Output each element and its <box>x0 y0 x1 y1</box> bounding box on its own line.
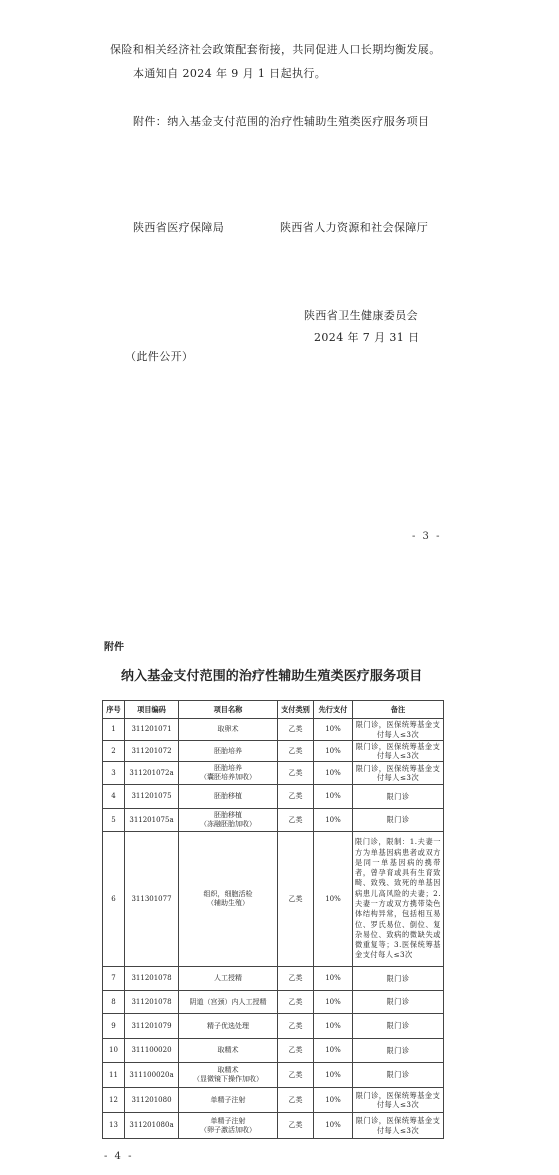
table-cell-no: 5 <box>103 809 125 832</box>
table-cell-name <box>179 832 278 967</box>
page-number: - 4 - <box>104 1151 134 1162</box>
table-cell-name-line: （辅助生殖） <box>207 899 249 907</box>
table-cell-name-line: 取精术 <box>217 1066 239 1074</box>
table-cell-remark: 限门诊 <box>353 1039 444 1063</box>
table-cell-code: 311201078 <box>125 967 179 991</box>
table-cell-name-line: 单精子注射 <box>210 1095 246 1104</box>
disclosure-note: （此件公开） <box>125 350 194 363</box>
issuer-health-commission: 陕西省卫生健康委员会 <box>304 309 418 322</box>
body-paragraph: 保险和相关经济社会政策配套衔接，共同促进人口长期均衡发展。 <box>110 43 441 56</box>
table-body <box>103 719 444 1139</box>
table-cell-no: 13 <box>103 1113 125 1139</box>
table-row <box>103 1039 444 1063</box>
table-cell-name-line: （卵子激活加收） <box>200 1125 256 1134</box>
table-cell-name <box>179 762 278 785</box>
table-cell-code: 311201078 <box>125 991 179 1014</box>
table-cell-remark: 限门诊 <box>353 1014 444 1039</box>
table-cell-name <box>179 1088 278 1113</box>
table-cell-no: 1 <box>103 719 125 741</box>
attachment-reference: 附件：纳入基金支付范围的治疗性辅助生殖类医疗服务项目 <box>133 115 430 128</box>
table-row <box>103 967 444 991</box>
table-cell-name-line: 单精子注射 <box>210 1116 246 1125</box>
table-cell-remark: 限门诊，医保统筹基金支付每人≤3次 <box>353 741 444 762</box>
table-cell-code: 311100020 <box>125 1039 179 1063</box>
table-cell-code: 311201072a <box>125 762 179 785</box>
table-cell-advance: 10% <box>314 1014 353 1039</box>
table-cell-advance: 10% <box>314 832 353 967</box>
table-cell-name <box>179 1014 278 1039</box>
table-row <box>103 785 444 809</box>
table-row <box>103 809 444 832</box>
table-cell-advance: 10% <box>314 741 353 762</box>
table-cell-name-line: （冻融胚胎加收） <box>200 820 256 828</box>
table-header-row <box>103 701 444 719</box>
table-row <box>103 1014 444 1039</box>
table-cell-no: 8 <box>103 991 125 1014</box>
table-cell-no: 11 <box>103 1063 125 1088</box>
table-cell-name-line: 阴道（宫颈）内人工授精 <box>189 997 267 1006</box>
table-cell-remark: 限门诊，医保统筹基金支付每人≤3次 <box>353 1088 444 1113</box>
table-row <box>103 1113 444 1139</box>
table-cell-name-line: 精子优选处理 <box>207 1021 249 1030</box>
header-remark: 备注 <box>353 701 444 719</box>
table-cell-name <box>179 1113 278 1139</box>
table-cell-name-line: （显微镜下操作加收） <box>193 1075 263 1083</box>
table-cell-no: 4 <box>103 785 125 809</box>
table-cell-code: 311201072 <box>125 741 179 762</box>
table-cell-name <box>179 967 278 991</box>
table-cell-code: 311201075 <box>125 785 179 809</box>
table-row <box>103 762 444 785</box>
table-cell-remark: 限门诊，医保统筹基金支付每人≤3次 <box>353 1113 444 1139</box>
table-cell-remark: 限门诊，医保统筹基金支付每人≤3次 <box>353 762 444 785</box>
table-cell-no: 3 <box>103 762 125 785</box>
table-cell-code: 311301077 <box>125 832 179 967</box>
table-cell-remark: 限门诊 <box>353 785 444 809</box>
table-cell-name-line: 胚胎培养 <box>214 764 242 772</box>
header-code: 项目编码 <box>125 701 179 719</box>
table-cell-advance: 10% <box>314 967 353 991</box>
table-cell-advance: 10% <box>314 991 353 1014</box>
effective-date-paragraph: 本通知自 2024 年 9 月 1 日起执行。 <box>133 67 327 80</box>
table-cell-code: 311201080a <box>125 1113 179 1139</box>
attachment-title: 纳入基金支付范围的治疗性辅助生殖类医疗服务项目 <box>121 669 423 684</box>
page-number: - 3 - <box>412 531 442 542</box>
table-cell-name-line: 胚胎移植 <box>214 811 242 819</box>
table-cell-name <box>179 991 278 1014</box>
table-cell-name <box>179 1039 278 1063</box>
table-cell-remark: 限门诊，医保统筹基金支付每人≤3次 <box>353 719 444 741</box>
table-cell-code: 311100020a <box>125 1063 179 1088</box>
table-cell-no: 2 <box>103 741 125 762</box>
table-cell-advance: 10% <box>314 762 353 785</box>
table-cell-category: 乙类 <box>278 967 314 991</box>
table-cell-name-line: 胚胎移植 <box>214 792 242 800</box>
table-cell-remark: 限门诊 <box>353 1063 444 1088</box>
table-cell-advance: 10% <box>314 785 353 809</box>
header-name: 项目名称 <box>179 701 278 719</box>
table-cell-remark: 限门诊 <box>353 809 444 832</box>
table-cell-no: 6 <box>103 832 125 967</box>
table-cell-name-line: （囊胚培养加收） <box>200 773 256 781</box>
table-cell-remark: 限门诊 <box>353 991 444 1014</box>
table-row <box>103 741 444 762</box>
table-cell-advance: 10% <box>314 1039 353 1063</box>
table-cell-code: 311201080 <box>125 1088 179 1113</box>
table-cell-advance: 10% <box>314 1088 353 1113</box>
table-cell-remark: 限门诊 <box>353 967 444 991</box>
table-cell-advance: 10% <box>314 809 353 832</box>
table-cell-category: 乙类 <box>278 719 314 741</box>
table-cell-name <box>179 1063 278 1088</box>
table-cell-category: 乙类 <box>278 1014 314 1039</box>
table-cell-name-line: 胚胎培养 <box>214 746 242 755</box>
table-row <box>103 832 444 967</box>
service-items-table <box>102 700 444 1139</box>
table-cell-name-line: 取卵术 <box>217 725 239 733</box>
table-row <box>103 991 444 1014</box>
table-cell-advance: 10% <box>314 719 353 741</box>
table-cell-advance: 10% <box>314 1113 353 1139</box>
table-row <box>103 719 444 741</box>
table-cell-no: 9 <box>103 1014 125 1039</box>
table-cell-advance: 10% <box>314 1063 353 1088</box>
table-cell-category: 乙类 <box>278 1039 314 1063</box>
header-no: 序号 <box>103 701 125 719</box>
issuer-medical-security-bureau: 陕西省医疗保障局 <box>133 221 225 234</box>
table-row <box>103 1088 444 1113</box>
table-cell-name-line: 取精术 <box>217 1046 239 1054</box>
table-cell-no: 12 <box>103 1088 125 1113</box>
header-category: 支付类别 <box>278 701 314 719</box>
table-cell-name-line: 组织，细胞活检 <box>203 890 253 898</box>
table-cell-name-line: 人工授精 <box>214 974 242 982</box>
table-cell-name <box>179 809 278 832</box>
table-cell-remark: 限门诊，限制：1.夫妻一方为单基因病患者或双方是同一单基因病的携带者，曾孕育或具有生育致畸、致残、致死的单基因病患儿高风险的夫妻；2.夫妻一方或双方携带染色体结构异常，包括相互易位、罗氏易位、倒位、复杂易位、致病的微缺失或微重复等；3.医保统筹基金支付每人≤3次 <box>353 832 444 967</box>
table-cell-name <box>179 785 278 809</box>
table-cell-no: 7 <box>103 967 125 991</box>
table-cell-category: 乙类 <box>278 785 314 809</box>
table-cell-code: 311201071 <box>125 719 179 741</box>
table-cell-category: 乙类 <box>278 741 314 762</box>
attachment-label: 附件 <box>104 642 124 653</box>
table-cell-category: 乙类 <box>278 762 314 785</box>
table-cell-code: 311201075a <box>125 809 179 832</box>
table-cell-name <box>179 741 278 762</box>
table-row <box>103 1063 444 1088</box>
issue-date: 2024 年 7 月 31 日 <box>314 331 420 344</box>
table-cell-no: 10 <box>103 1039 125 1063</box>
table-cell-code: 311201079 <box>125 1014 179 1039</box>
issuer-human-resources-dept: 陕西省人力资源和社会保障厅 <box>280 221 429 234</box>
table-cell-name <box>179 719 278 741</box>
table-cell-category: 乙类 <box>278 991 314 1014</box>
header-advance: 先行支付 <box>314 701 353 719</box>
table-cell-category: 乙类 <box>278 1063 314 1088</box>
table-cell-category: 乙类 <box>278 832 314 967</box>
table-cell-category: 乙类 <box>278 1113 314 1139</box>
table-cell-category: 乙类 <box>278 809 314 832</box>
table-cell-category: 乙类 <box>278 1088 314 1113</box>
